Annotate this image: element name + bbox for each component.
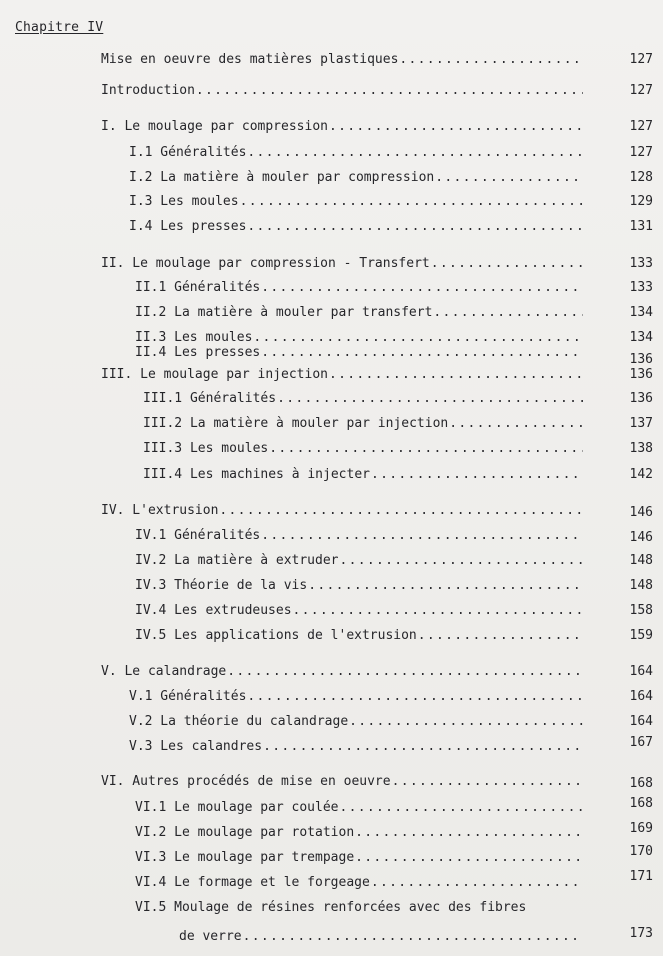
toc-entry-label: VI.3 Le moulage par trempage (135, 850, 355, 865)
toc-entry-page-number: 168 (629, 796, 653, 811)
toc-entry-label: VI.5 Moulage de résines renforcées avec des fibres (135, 900, 527, 915)
toc-entry (101, 774, 583, 792)
dot-leader (433, 305, 583, 320)
toc-entry-label: V. Le calandrage (101, 664, 227, 679)
toc-entry-page-number: 128 (629, 170, 653, 185)
toc-entry-label: II.1 Généralités (135, 280, 261, 295)
toc-entry-page-number: 167 (629, 735, 653, 750)
toc-entry-label: I. Le moulage par compression (101, 119, 328, 134)
toc-entry (129, 714, 583, 732)
toc-entry-page-number: 169 (629, 821, 653, 836)
toc-entry-page-number: 171 (629, 869, 653, 884)
toc-entry (129, 145, 583, 163)
dot-leader (399, 52, 583, 67)
toc-entry-page-number: 158 (629, 603, 653, 618)
toc-entry (101, 83, 583, 101)
toc-entry-label: Introduction (101, 83, 195, 98)
toc-entry-page-number: 173 (629, 926, 653, 941)
toc-entry-page-number: 127 (629, 83, 653, 98)
toc-entry (143, 441, 583, 459)
toc-entry-page-number: 134 (629, 330, 653, 345)
toc-entry-label: VI. Autres procédés de mise en oeuvre (101, 774, 391, 789)
toc-entry-page-number: 131 (629, 219, 653, 234)
toc-entry-label: III.4 Les machines à injecter (143, 467, 370, 482)
toc-entry-page-number: 136 (629, 391, 653, 406)
toc-entry (135, 280, 583, 298)
toc-entry-page-number: 136 (629, 367, 653, 382)
toc-entry (135, 900, 583, 918)
toc-entry-label: IV.4 Les extrudeuses (135, 603, 292, 618)
toc-entry-page-number: 164 (629, 664, 653, 679)
dot-leader (196, 83, 583, 98)
toc-entry (129, 689, 583, 707)
toc-entry-label: III.2 La matière à mouler par injection (143, 416, 449, 431)
dot-leader (240, 194, 583, 209)
dot-leader (371, 467, 583, 482)
toc-entry-label: III.1 Généralités (143, 391, 277, 406)
toc-entry (135, 628, 583, 646)
toc-entry-page-number: 127 (629, 145, 653, 160)
toc-entry-page-number: 168 (629, 776, 653, 791)
toc-entry (129, 194, 583, 212)
toc-entry (143, 467, 583, 485)
dot-leader (329, 119, 583, 134)
toc-entry (101, 119, 583, 137)
dot-leader (329, 367, 583, 382)
toc-entry (143, 391, 583, 409)
toc-entry (135, 603, 583, 621)
toc-entry-label: III. Le moulage par injection (101, 367, 328, 382)
dot-leader (263, 739, 583, 754)
toc-entry-label: IV.3 Théorie de la vis (135, 578, 308, 593)
toc-entry (101, 52, 583, 70)
toc-entry-page-number: 146 (629, 530, 653, 545)
toc-entry (135, 553, 583, 571)
toc-entry (129, 219, 583, 237)
toc-entry (101, 503, 583, 521)
dot-leader (355, 825, 583, 840)
toc-entry-label: I.2 La matière à mouler par compression (129, 170, 435, 185)
dot-leader (227, 664, 583, 679)
dot-leader (355, 850, 583, 865)
toc-entry-page-number: 159 (629, 628, 653, 643)
toc-entry-page-number: 133 (629, 256, 653, 271)
toc-entry-page-number: 170 (629, 844, 653, 859)
dot-leader (247, 219, 583, 234)
dot-leader (392, 774, 583, 789)
chapter-heading: Chapitre IV (15, 20, 104, 35)
toc-entry-page-number: 164 (629, 689, 653, 704)
toc-entry-label: IV. L'extrusion (101, 503, 219, 518)
toc-entry-page-number: 133 (629, 280, 653, 295)
dot-leader (371, 875, 583, 890)
dot-leader (349, 714, 583, 729)
toc-entry-page-number: 138 (629, 441, 653, 456)
toc-entry (135, 850, 583, 868)
dot-leader (253, 330, 583, 345)
dot-leader (247, 689, 583, 704)
dot-leader (449, 416, 583, 431)
toc-entry-page-number: 127 (629, 119, 653, 134)
toc-entry (135, 528, 583, 546)
toc-entry-page-number: 127 (629, 52, 653, 67)
toc-entry-page-number: 137 (629, 416, 653, 431)
toc-entry-label: IV.2 La matière à extruder (135, 553, 339, 568)
toc-entry-label: II.3 Les moules (135, 330, 253, 345)
toc-entry-label: de verre (179, 929, 242, 944)
toc-entry-page-number: 146 (629, 505, 653, 520)
toc-entry-label: IV.5 Les applications de l'extrusion (135, 628, 417, 643)
toc-entry (129, 170, 583, 188)
toc-entry-label: VI.2 Le moulage par rotation (135, 825, 355, 840)
toc-entry-label: VI.1 Le moulage par coulée (135, 800, 339, 815)
dot-leader (261, 280, 583, 295)
toc-entry-label: VI.4 Le formage et le forgeage (135, 875, 370, 890)
toc-entry (101, 367, 583, 385)
toc-entry-label: V.3 Les calandres (129, 739, 263, 754)
toc-entry-label: III.3 Les moules (143, 441, 269, 456)
toc-entry (143, 416, 583, 434)
toc-entry-page-number: 148 (629, 553, 653, 568)
toc-entry-label: II.2 La matière à mouler par transfert (135, 305, 433, 320)
toc-entry (179, 929, 583, 947)
toc-entry-page-number: 164 (629, 714, 653, 729)
toc-entry-label: V.2 La théorie du calandrage (129, 714, 349, 729)
toc-entry-label: II. Le moulage par compression - Transfert (101, 256, 430, 271)
dot-leader (340, 800, 584, 815)
toc-entry-label: I.1 Généralités (129, 145, 247, 160)
toc-entry (135, 800, 583, 818)
toc-entry (129, 739, 583, 757)
dot-leader (340, 553, 584, 568)
toc-entry (135, 345, 583, 363)
toc-entry-label: Mise en oeuvre des matières plastiques (101, 52, 399, 67)
toc-entry (101, 256, 583, 274)
dot-leader (269, 441, 583, 456)
toc-entry-page-number: 134 (629, 305, 653, 320)
dot-leader (277, 391, 583, 406)
dot-leader (308, 578, 583, 593)
toc-entry (135, 578, 583, 596)
toc-entry (101, 664, 583, 682)
dot-leader (261, 345, 583, 360)
dot-leader (293, 603, 583, 618)
toc-entry-label: IV.1 Généralités (135, 528, 261, 543)
dot-leader (219, 503, 583, 518)
toc-entry-page-number: 142 (629, 467, 653, 482)
toc-entry-page-number: 136 (629, 352, 653, 367)
toc-entry-label: V.1 Généralités (129, 689, 247, 704)
dot-leader (261, 528, 583, 543)
dot-leader (247, 145, 583, 160)
dot-leader (435, 170, 583, 185)
toc-entry (135, 875, 583, 893)
toc-entry-label: II.4 Les presses (135, 345, 261, 360)
toc-entry-page-number: 129 (629, 194, 653, 209)
toc-entry-page-number: 148 (629, 578, 653, 593)
toc-entry (135, 825, 583, 843)
toc-entry-label: I.3 Les moules (129, 194, 239, 209)
dot-leader (418, 628, 583, 643)
toc-entry (135, 305, 583, 323)
dot-leader (243, 929, 583, 944)
toc-entry-label: I.4 Les presses (129, 219, 247, 234)
dot-leader (431, 256, 583, 271)
